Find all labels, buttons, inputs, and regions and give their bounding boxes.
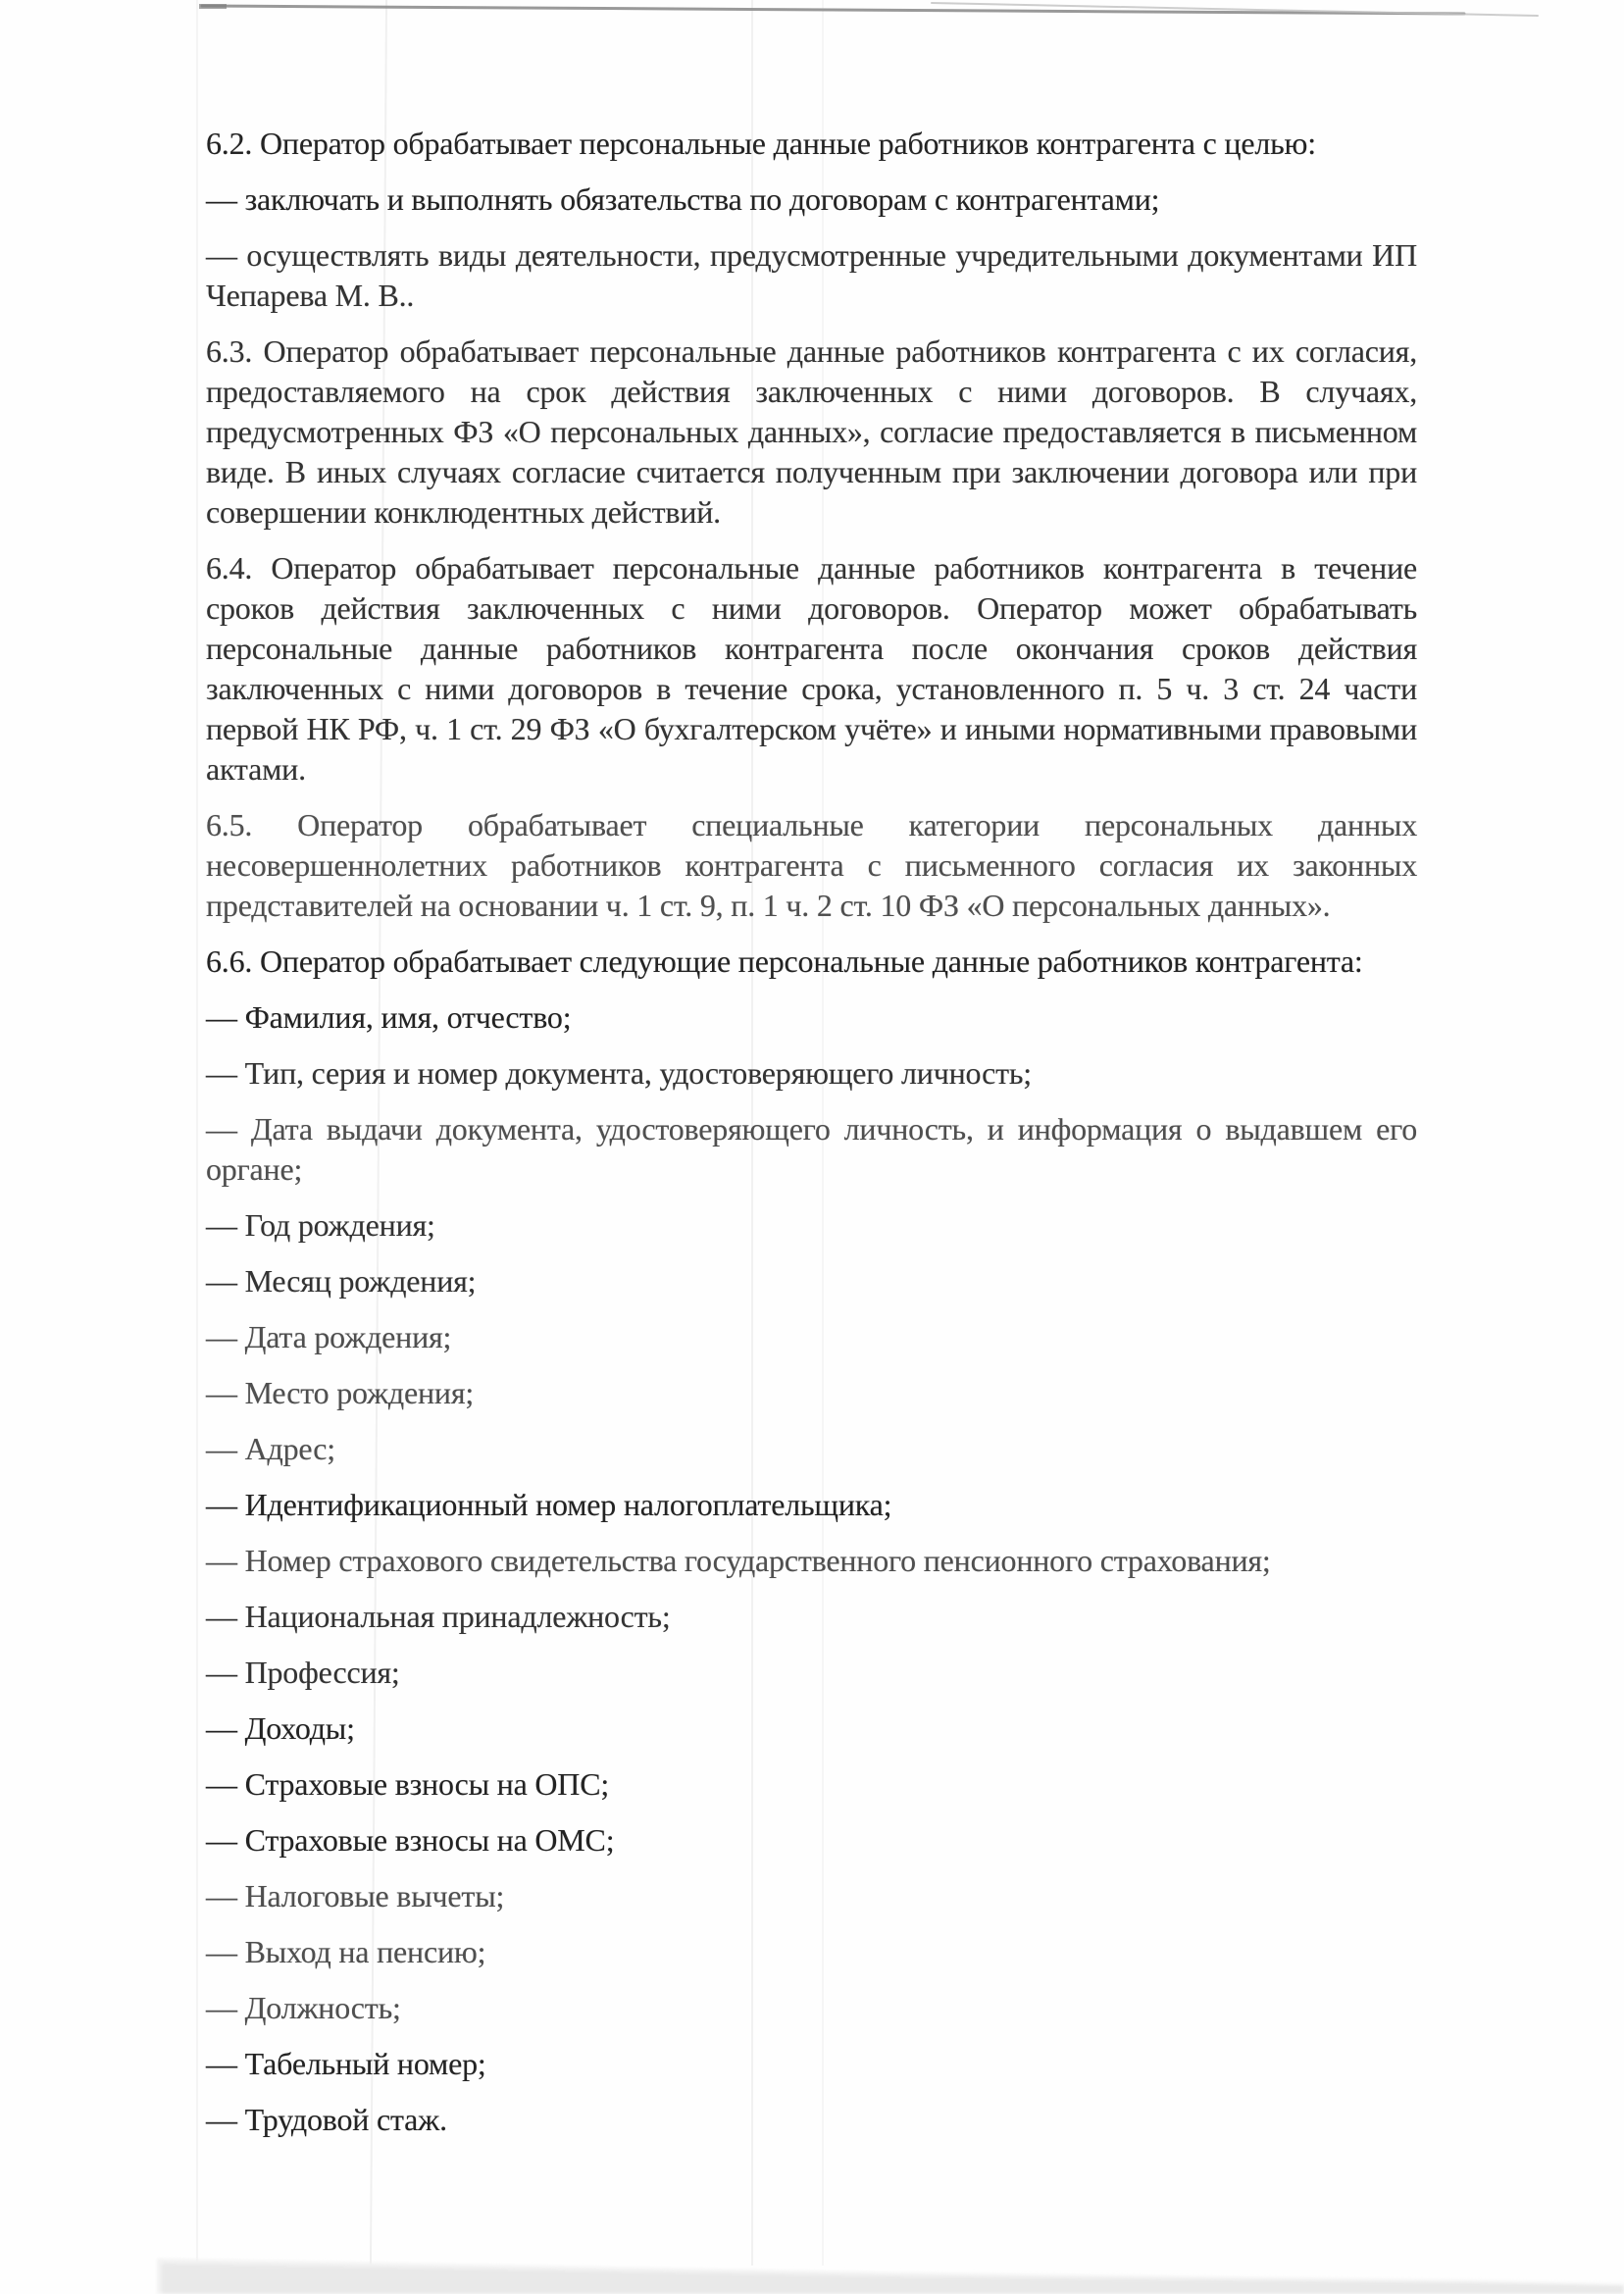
pd-item-birth-year: — Год рождения; bbox=[206, 1207, 435, 1243]
clause-6-5: 6.5. Оператор обрабатывает специальные категории персональных данных несовершеннолетних работников контрагента с письменного согласия их законных представителей на основании ч. 1 ст. 9, п. 1 ч. 2 ст. 10 ФЗ «О персональных данных». bbox=[206, 807, 1417, 923]
pd-item-birth-place: — Место рождения; bbox=[206, 1375, 475, 1410]
document-text bbox=[206, 124, 1417, 2156]
pd-item-id-doc: — Тип, серия и номер документа, удостоверяющего личность; bbox=[206, 1055, 1032, 1091]
scan-top-edge-artifact bbox=[0, 0, 1624, 43]
pd-item-inn: — Идентификационный номер налогоплательщика; bbox=[206, 1487, 892, 1522]
pd-item-profession: — Профессия; bbox=[206, 1655, 400, 1690]
pd-item-ops-contrib: — Страховые взносы на ОПС; bbox=[206, 1766, 610, 1802]
clause-6-4: 6.4. Оператор обрабатывает персональные данные работников контрагента в течение сроков действия заключенных с ними договоров. Оператор может обрабатывать персональные данные работников контрагента после окончания сроков действия заключенных с ними договоров в течение срока, установленного п. 5 ч. 3 ст. 24 части первой НК РФ, ч. 1 ст. 29 ФЗ «О бухгалтерском учёте» и иными нормативными правовыми актами. bbox=[206, 550, 1417, 787]
scan-bottom-shadow-artifact bbox=[0, 2251, 1624, 2294]
goal-item-contracts: — заключать и выполнять обязательства по договорам с контрагентами; bbox=[206, 181, 1160, 217]
goal-item-activities: — осуществлять виды деятельности, предусмотренные учредительными документами ИП Чепарева М. В.. bbox=[206, 237, 1417, 313]
pd-item-work-experience: — Трудовой стаж. bbox=[206, 2102, 447, 2137]
pd-item-oms-contrib: — Страховые взносы на ОМС; bbox=[206, 1822, 615, 1858]
pd-item-nationality: — Национальная принадлежность; bbox=[206, 1599, 671, 1634]
pd-item-birth-month: — Месяц рождения; bbox=[206, 1263, 477, 1299]
pd-item-position: — Должность; bbox=[206, 1990, 401, 2025]
pd-item-address: — Адрес; bbox=[206, 1431, 335, 1466]
pd-item-snils: — Номер страхового свидетельства государственного пенсионного страхования; bbox=[206, 1543, 1271, 1578]
pd-item-personnel-number: — Табельный номер; bbox=[206, 2046, 486, 2081]
clause-6-2: 6.2. Оператор обрабатывает персональные данные работников контрагента с целью: bbox=[206, 126, 1316, 161]
scan-fold-line bbox=[196, 0, 198, 2266]
clause-6-3: 6.3. Оператор обрабатывает персональные данные работников контрагента с их согласия, предоставляемого на срок действия заключенных с ними договоров. В случаях, предусмотренных ФЗ «О персональных данных», согласие предоставляется в письменном виде. В иных случаях согласие считается полученным при заключении договора или при совершении конклюдентных действий. bbox=[206, 333, 1417, 530]
pd-item-income: — Доходы; bbox=[206, 1710, 355, 1746]
pd-item-tax-deductions: — Налоговые вычеты; bbox=[206, 1878, 505, 1913]
pd-item-birth-date: — Дата рождения; bbox=[206, 1319, 452, 1354]
pd-item-fio: — Фамилия, имя, отчество; bbox=[206, 999, 572, 1035]
clause-6-6: 6.6. Оператор обрабатывает следующие персональные данные работников контрагента: bbox=[206, 943, 1363, 979]
pd-item-id-doc-issue: — Дата выдачи документа, удостоверяющего личность, и информация о выдавшем его органе; bbox=[206, 1111, 1417, 1187]
pd-item-retirement: — Выход на пенсию; bbox=[206, 1934, 486, 1969]
